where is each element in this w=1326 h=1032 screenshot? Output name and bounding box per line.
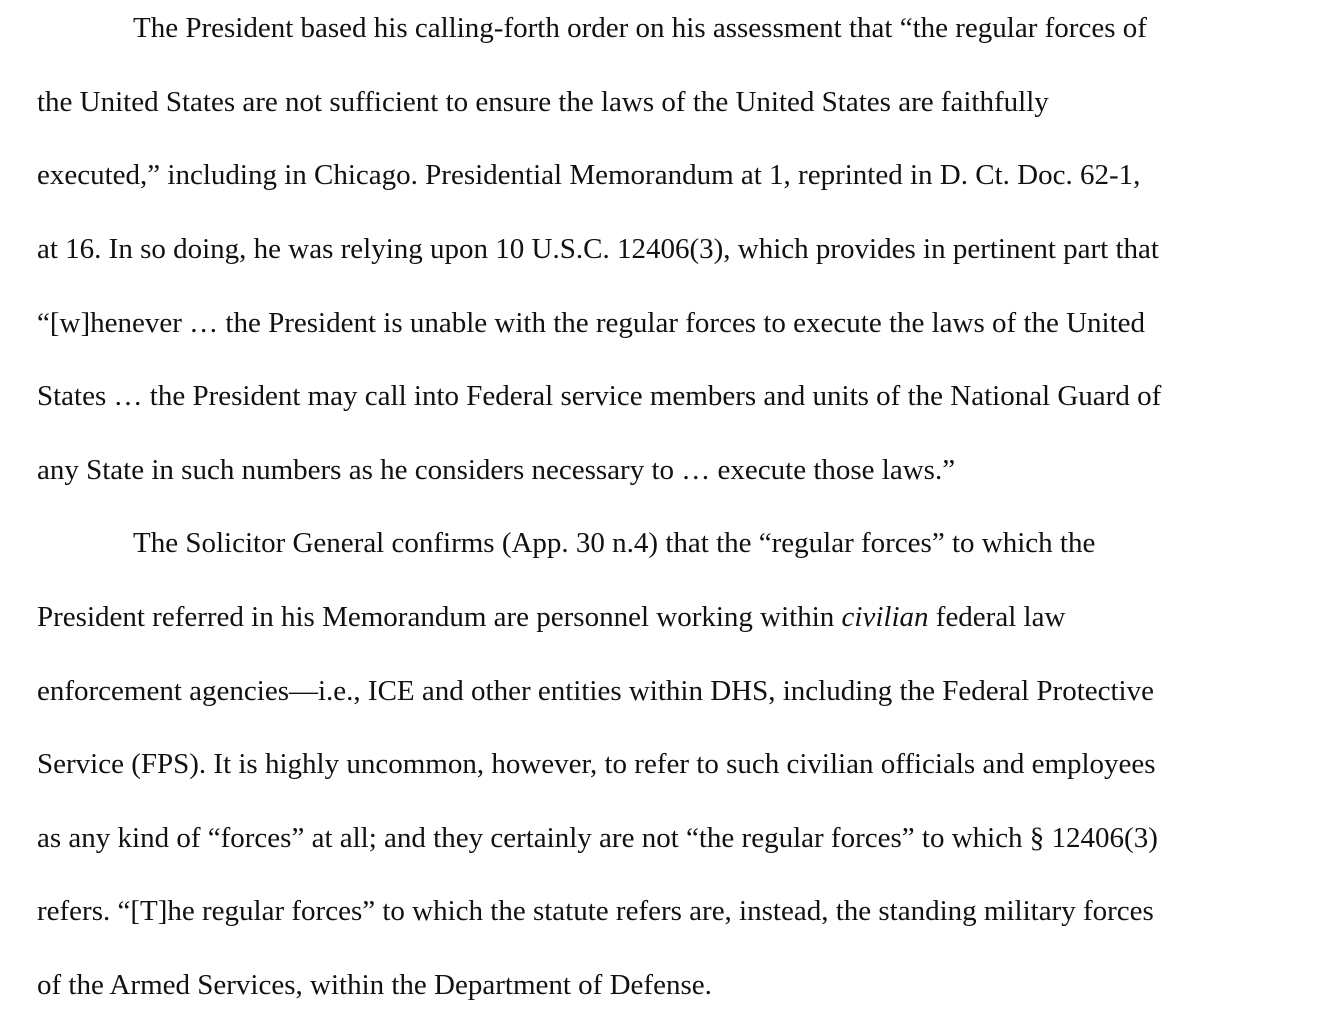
p2-line-3: enforcement agencies—i.e., ICE and other entities within DHS, including the Federal Protective	[37, 675, 1154, 707]
p2-line-2-after: federal law	[928, 601, 1066, 633]
p1-line-6: States … the President may call into Federal service members and units of the National Guard of	[37, 380, 1162, 412]
p2-line-2-before: President referred in his Memorandum are personnel working within	[37, 601, 842, 633]
p2-line-7: of the Armed Services, within the Department of Defense.	[37, 969, 712, 1001]
p1-line-7: any State in such numbers as he considers necessary to … execute those laws.”	[37, 454, 956, 486]
italic-term: civilian	[841, 601, 929, 633]
p2-line-4: Service (FPS). It is highly uncommon, however, to refer to such civilian officials and employees	[37, 748, 1156, 780]
p1-line-5: “[w]henever … the President is unable with the regular forces to execute the laws of the United	[37, 307, 1146, 339]
p2-line-6: refers. “[T]he regular forces” to which the statute refers are, instead, the standing military forces	[37, 895, 1154, 927]
p1-line-2: the United States are not sufficient to ensure the laws of the United States are faithfully	[37, 86, 1049, 118]
p1-line-4: at 16. In so doing, he was relying upon 10 U.S.C. 12406(3), which provides in pertinent part that	[37, 233, 1159, 265]
p1-line-3: executed,” including in Chicago. Presidential Memorandum at 1, reprinted in D. Ct. Doc. 62-1,	[37, 159, 1141, 191]
p1-line-1: The President based his calling-forth order on his assessment that “the regular forces of	[133, 12, 1147, 44]
p2-line-1: The Solicitor General confirms (App. 30 n.4) that the “regular forces” to which the	[133, 527, 1096, 559]
p2-line-2	[37, 599, 1065, 635]
p2-line-5: as any kind of “forces” at all; and they certainly are not “the regular forces” to which § 12406(3)	[37, 822, 1158, 854]
